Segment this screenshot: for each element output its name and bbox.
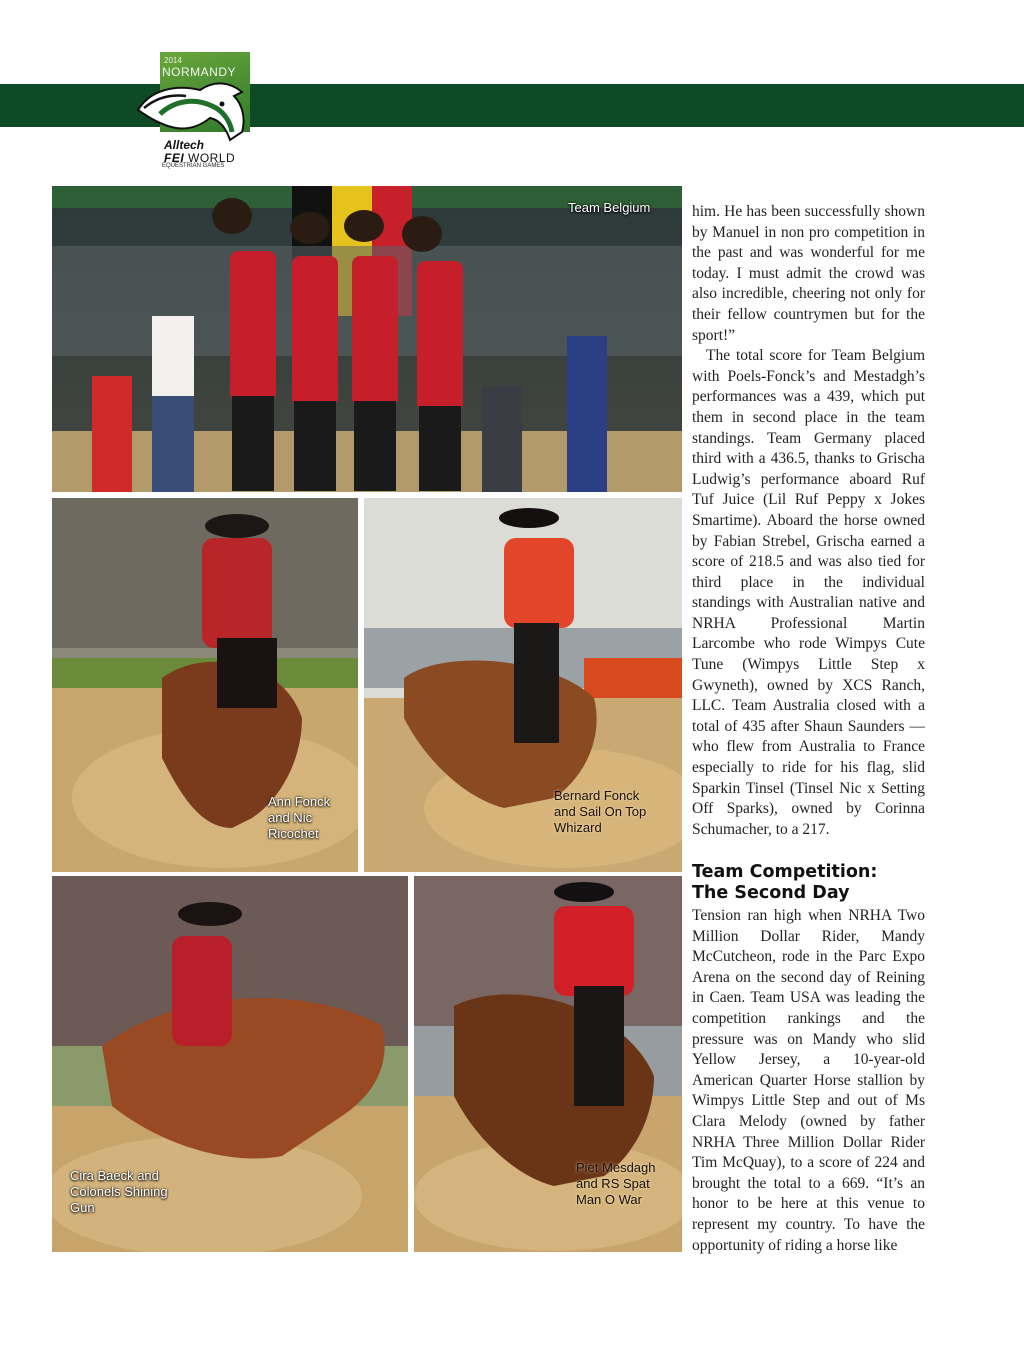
photo-caption-team: Team Belgium — [568, 200, 651, 215]
article-para-3: Tension ran high when NRHA Two Million Dollar Rider, Mandy McCutcheon, rode in the Parc Expo Arena on the second day of Reining in Caen. Team USA was leading the competition rankings and the pressure was on Mandy who slid Yellow Jersey, a 10-year-old American Quarter Horse stallion by Wimpys Little Step and out of Ms Clara Melody (owned by father NRHA Three Million Dollar Rider Tim McQuay), to a score of 224 and brought the total to a 669. “It’s an honor to be here at this venue to represent my country. To have the opportunity of riding a horse like — [692, 907, 925, 1254]
weg-logo — [130, 52, 250, 172]
team-photo-image — [52, 186, 682, 492]
logo-city: NORMANDY — [162, 65, 237, 79]
article-para-2: The total score for Team Belgium with Poels-Fonck’s and Mestadgh’s performances was a 439, which put them in second place in the team standings. Team Germany placed third with a 436.5, thanks to Grischa Ludwig’s performance aboard Ruf Tuf Juice (Lil Ruf Peppy x Jokes Smartime). Aboard the horse owned by Fabian Strebel, Grischa earned a score of 218.5 and was also tied for third place in the individual standings with Australian native and NRHA Professional Martin Larcombe who rode Wimpys Cute Tune (Wimpys Little Step x Gwyneth), owned by XCS Ranch, LLC. Team Australia closed with a total of 435 after Shaun Saunders — who flew from Australia to France especially to ride for his flag, slid Sparkin Tinsel (Tinsel Nic x Setting Off Sparks), owned by Corinna Schumacher, to a 217. — [692, 347, 925, 838]
team-belgium-photo — [52, 186, 682, 492]
article-para-1: him. He has been successfully shown by Manuel in non pro competition in the past and was wonderful for me today. I must admit the crowd was also incredible, cheering not only for their fellow countrymen but for the sport!” — [692, 203, 925, 344]
photo-caption-p1: Ann Fonck and Nic Ricochet — [268, 794, 331, 841]
logo-year: 2014 — [164, 56, 182, 65]
piet-mesdagh-photo — [414, 876, 682, 1252]
section-heading-line-2: The Second Day — [692, 883, 850, 903]
section-heading — [692, 862, 932, 904]
logo-series-word: WORLD — [188, 151, 236, 165]
bernard-fonck-photo — [364, 498, 682, 872]
ann-fonck-photo — [52, 498, 358, 872]
photo-caption-p4: Piet Mesdagh and RS Spat Man O War — [576, 1160, 656, 1207]
cira-baeck-photo — [52, 876, 408, 1252]
logo-event: EQUESTRIAN GAMES — [162, 163, 225, 169]
logo-sponsor: Alltech — [164, 138, 205, 152]
photo-caption-p2: Bernard Fonck and Sail On Top Whizard — [554, 788, 647, 835]
logo-series-prefix: FEI — [164, 151, 185, 165]
section-heading-line-1: Team Competition: — [692, 862, 878, 882]
article-column-bottom — [692, 906, 925, 1256]
photo-caption-p3: Cira Baeck and Colonels Shining Gun — [70, 1168, 168, 1215]
article-column-top — [692, 202, 925, 840]
